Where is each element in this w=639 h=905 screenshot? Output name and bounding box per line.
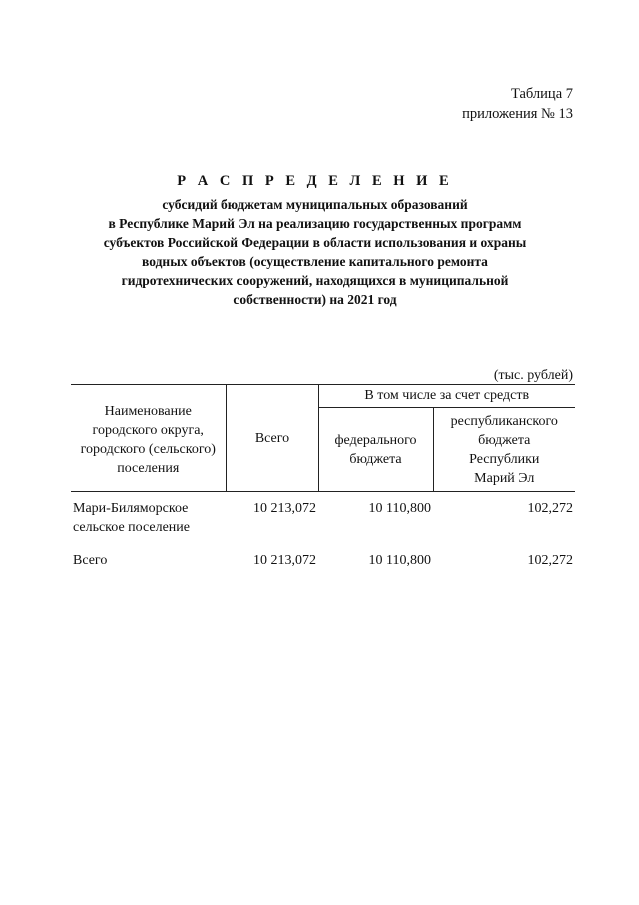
- subtitle-line: субсидий бюджетам муниципальных образований: [162, 197, 468, 212]
- units-label: (тыс. рублей): [493, 368, 573, 383]
- header-text: городского округа,: [92, 423, 204, 438]
- distribution-table: [71, 384, 575, 570]
- row-name-line: Мари-Биляморское: [73, 501, 189, 516]
- document-subtitle: [60, 195, 570, 309]
- row-republic: 102,272: [527, 501, 574, 516]
- header-text: В том числе за счет средств: [364, 388, 530, 403]
- header-text: городского (сельского): [80, 442, 216, 457]
- subtitle-line: собственности) на 2021 год: [233, 292, 397, 307]
- header-text: поселения: [117, 461, 180, 476]
- row-republic: 102,272: [527, 553, 574, 568]
- header-name-column: [71, 385, 226, 492]
- header-republic-column: [433, 408, 575, 492]
- table-reference: [462, 84, 573, 124]
- header-text: Наименование: [104, 404, 192, 419]
- header-text: республиканского: [450, 413, 558, 429]
- row-federal: 10 110,800: [368, 501, 431, 516]
- row-total: 10 213,072: [253, 501, 316, 516]
- header-text: Всего: [254, 430, 290, 446]
- header-federal-column: [318, 408, 433, 492]
- row-name: [71, 537, 226, 570]
- header-text: Марий Эл: [474, 470, 535, 486]
- header-group: [318, 385, 575, 408]
- header-text: бюджета: [478, 432, 531, 448]
- row-federal: 10 110,800: [368, 553, 431, 568]
- row-total: 10 213,072: [253, 553, 316, 568]
- table-row: [71, 492, 575, 538]
- table-number: Таблица 7: [510, 86, 573, 102]
- header-text: Республики: [469, 451, 540, 467]
- header-total-column: [226, 385, 318, 492]
- appendix-reference: приложения № 13: [462, 106, 573, 122]
- subtitle-line: гидротехнических сооружений, находящихся в муниципальной: [121, 273, 509, 288]
- document-heading: Р А С П Р Е Д Е Л Е Н И Е: [177, 173, 453, 189]
- row-name-line: сельское поселение: [73, 520, 190, 535]
- header-text: федерального: [334, 432, 417, 448]
- row-name: [71, 492, 226, 538]
- row-name-line: Всего: [73, 553, 108, 568]
- subtitle-line: водных объектов (осуществление капитального ремонта: [142, 254, 488, 269]
- subtitle-line: субъектов Российской Федерации в области использования и охраны: [103, 235, 527, 250]
- header-text: бюджета: [349, 451, 402, 467]
- subtitle-line: в Республике Марий Эл на реализацию государственных программ: [108, 216, 522, 231]
- table-row-total: [71, 537, 575, 570]
